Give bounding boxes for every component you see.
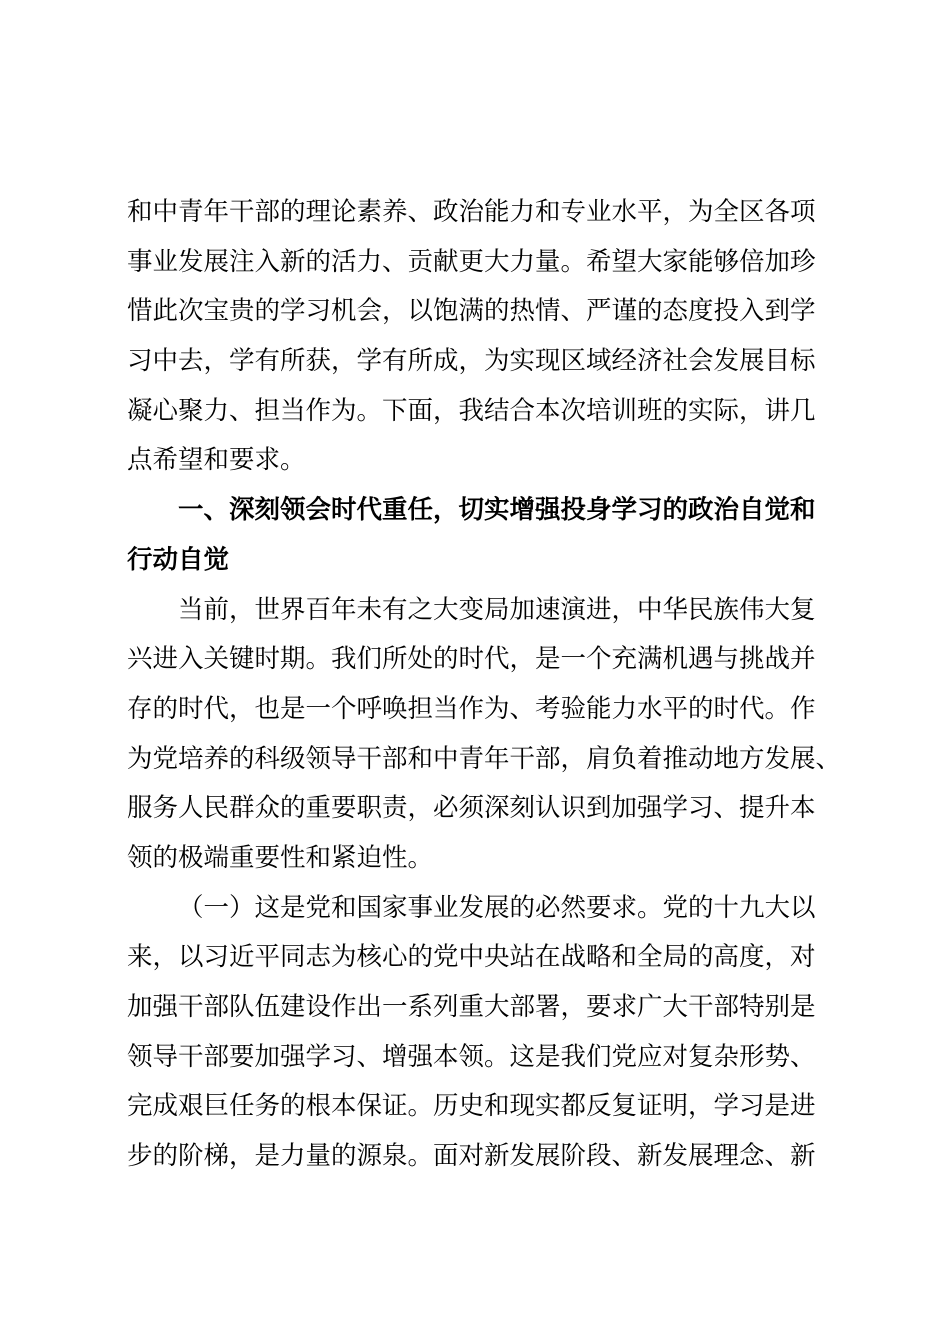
text-line: 习中去，学有所获，学有所成，为实现区域经济社会发展目标: [127, 346, 816, 377]
text-line: 领的极端重要性和紧迫性。: [127, 842, 434, 873]
text-line: 惜此次宝贵的学习机会，以饱满的热情、严谨的态度投入到学: [127, 296, 816, 327]
section-heading-1: [127, 486, 827, 585]
text-line: 步的阶梯，是力量的源泉。面对新发展阶段、新发展理念、新: [127, 1141, 816, 1172]
text-line: 来，以习近平同志为核心的党中央站在战略和全局的高度，对: [127, 942, 816, 973]
text-line: 点希望和要求。: [127, 445, 306, 476]
text-line: 为党培养的科级领导干部和中青年干部，肩负着推动地方发展、: [127, 743, 842, 774]
text-line: 领导干部要加强学习、增强本领。这是我们党应对复杂形势、: [127, 1041, 816, 1072]
text-line: 事业发展注入新的活力、贡献更大力量。希望大家能够倍加珍: [127, 246, 816, 277]
text-line: 加强干部队伍建设作出一系列重大部署，要求广大干部特别是: [127, 992, 816, 1022]
text-line: 完成艰巨任务的根本保证。历史和现实都反复证明，学习是进: [127, 1091, 816, 1122]
heading-line: 行动自觉: [127, 544, 230, 575]
text-line: 服务人民群众的重要职责，必须深刻认识到加强学习、提升本: [127, 793, 816, 824]
paragraph-subsection-1: [127, 884, 827, 1182]
text-line: 凝心聚力、担当作为。下面，我结合本次培训班的实际，讲几: [127, 395, 816, 426]
text-line: 存的时代，也是一个呼唤担当作为、考验能力水平的时代。作: [127, 693, 816, 724]
text-line: 当前，世界百年未有之大变局加速演进，中华民族伟大复: [178, 594, 816, 625]
paragraph-current-era: [127, 586, 842, 884]
heading-line: 一、深刻领会时代重任，切实增强投身学习的政治自觉和: [178, 495, 816, 526]
paragraph-intro-continued: [127, 188, 827, 486]
text-line: 兴进入关键时期。我们所处的时代，是一个充满机遇与挑战并: [127, 644, 816, 675]
text-line: （一）这是党和国家事业发展的必然要求。党的十九大以: [178, 892, 816, 923]
document-body: [127, 188, 842, 1182]
text-line: 和中青年干部的理论素养、政治能力和专业水平，为全区各项: [127, 197, 816, 227]
